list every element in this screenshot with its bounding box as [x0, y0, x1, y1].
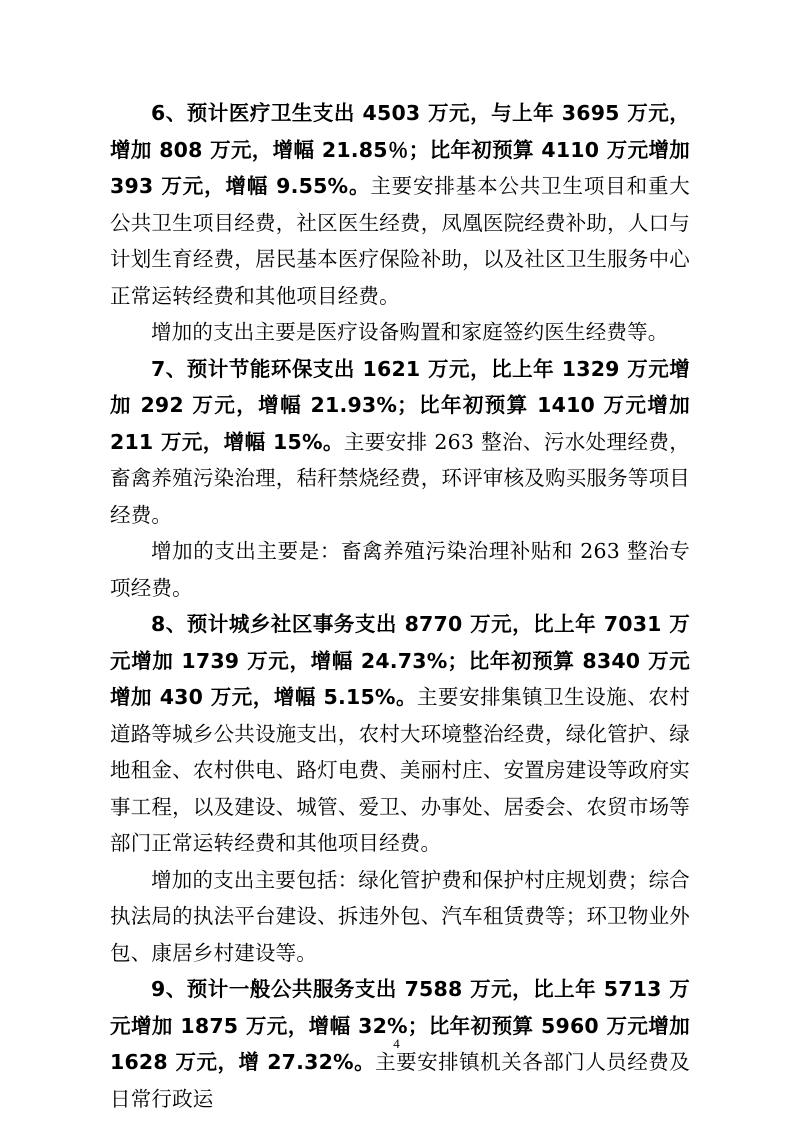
paragraph-body: 增加的支出主要是：畜禽养殖污染治理补贴和 263 整治专项经费。: [110, 539, 690, 600]
paragraph-body: 主要安排基本公共卫生项目和重大公共卫生项目经费，社区医生经费，凤凰医院经费补助，人口与计划生育经费，居民基本医疗保险补助，以及社区卫生服务中心正常运转经费和其他项目经费。: [110, 174, 691, 308]
paragraph-lead: 7、预计节能环保支出 1621 万元，比上年 1329 万元增加 292 万元，增幅 21.93%；比年初预算 1410 万元增加 211 万元，增幅 15%。: [110, 356, 690, 454]
paragraph-body: 主要安排 263 整治、污水处理经费，畜禽养殖污染治理，秸秆禁烧经费，环评审核及购买服务等项目经费。: [110, 429, 690, 527]
paragraph-body: 增加的支出主要是医疗设备购置和家庭签约医生经费等。: [151, 320, 669, 344]
paragraph-community-affairs: [110, 606, 690, 862]
paragraph-community-increase: [110, 862, 690, 972]
paragraph-environment: [110, 351, 690, 534]
paragraph-environment-increase: [110, 533, 690, 606]
paragraph-lead: 9、预计一般公共服务支出 7588 万元，比上年 5713 万元增加 1875 万元，增幅 32%；比年初预算 5960 万元增加 1628 万元，增 27.32%。: [110, 977, 690, 1074]
paragraph-health-increase: [110, 314, 690, 351]
paragraph-lead: 6、预计医疗卫生支出 4503 万元，与上年 3695 万元，增加 808 万元，增幅 21.85％；比年初预算 4110 万元增加 393 万元，增幅 9.55%。: [110, 101, 690, 198]
paragraph-health: [110, 95, 690, 314]
paragraph-body: 主要安排镇机关各部门人员经费及日常行政运: [110, 1050, 690, 1111]
page-number: 4: [393, 1036, 400, 1051]
paragraph-body: 主要安排集镇卫生设施、农村道路等城乡公共设施支出，农村大环境整治经费，绿化管护、绿地租金、农村供电、路灯电费、美丽村庄、安置房建设等政府实事工程，以及建设、城管、爱卫、办事处、居委会、农贸市场等部门正常运转经费和其他项目经费。: [110, 685, 690, 855]
paragraph-lead: 8、预计城乡社区事务支出 8770 万元，比上年 7031 万元增加 1739 万元，增幅 24.73%；比年初预算 8340 万元增加 430 万元，增幅 5.15%。: [110, 612, 690, 709]
paragraph-body: 增加的支出主要包括：绿化管护费和保护村庄规划费；综合执法局的执法平台建设、拆违外包、汽车租赁费等；环卫物业外包、康居乡村建设等。: [110, 867, 690, 965]
body-text: [110, 95, 690, 1117]
